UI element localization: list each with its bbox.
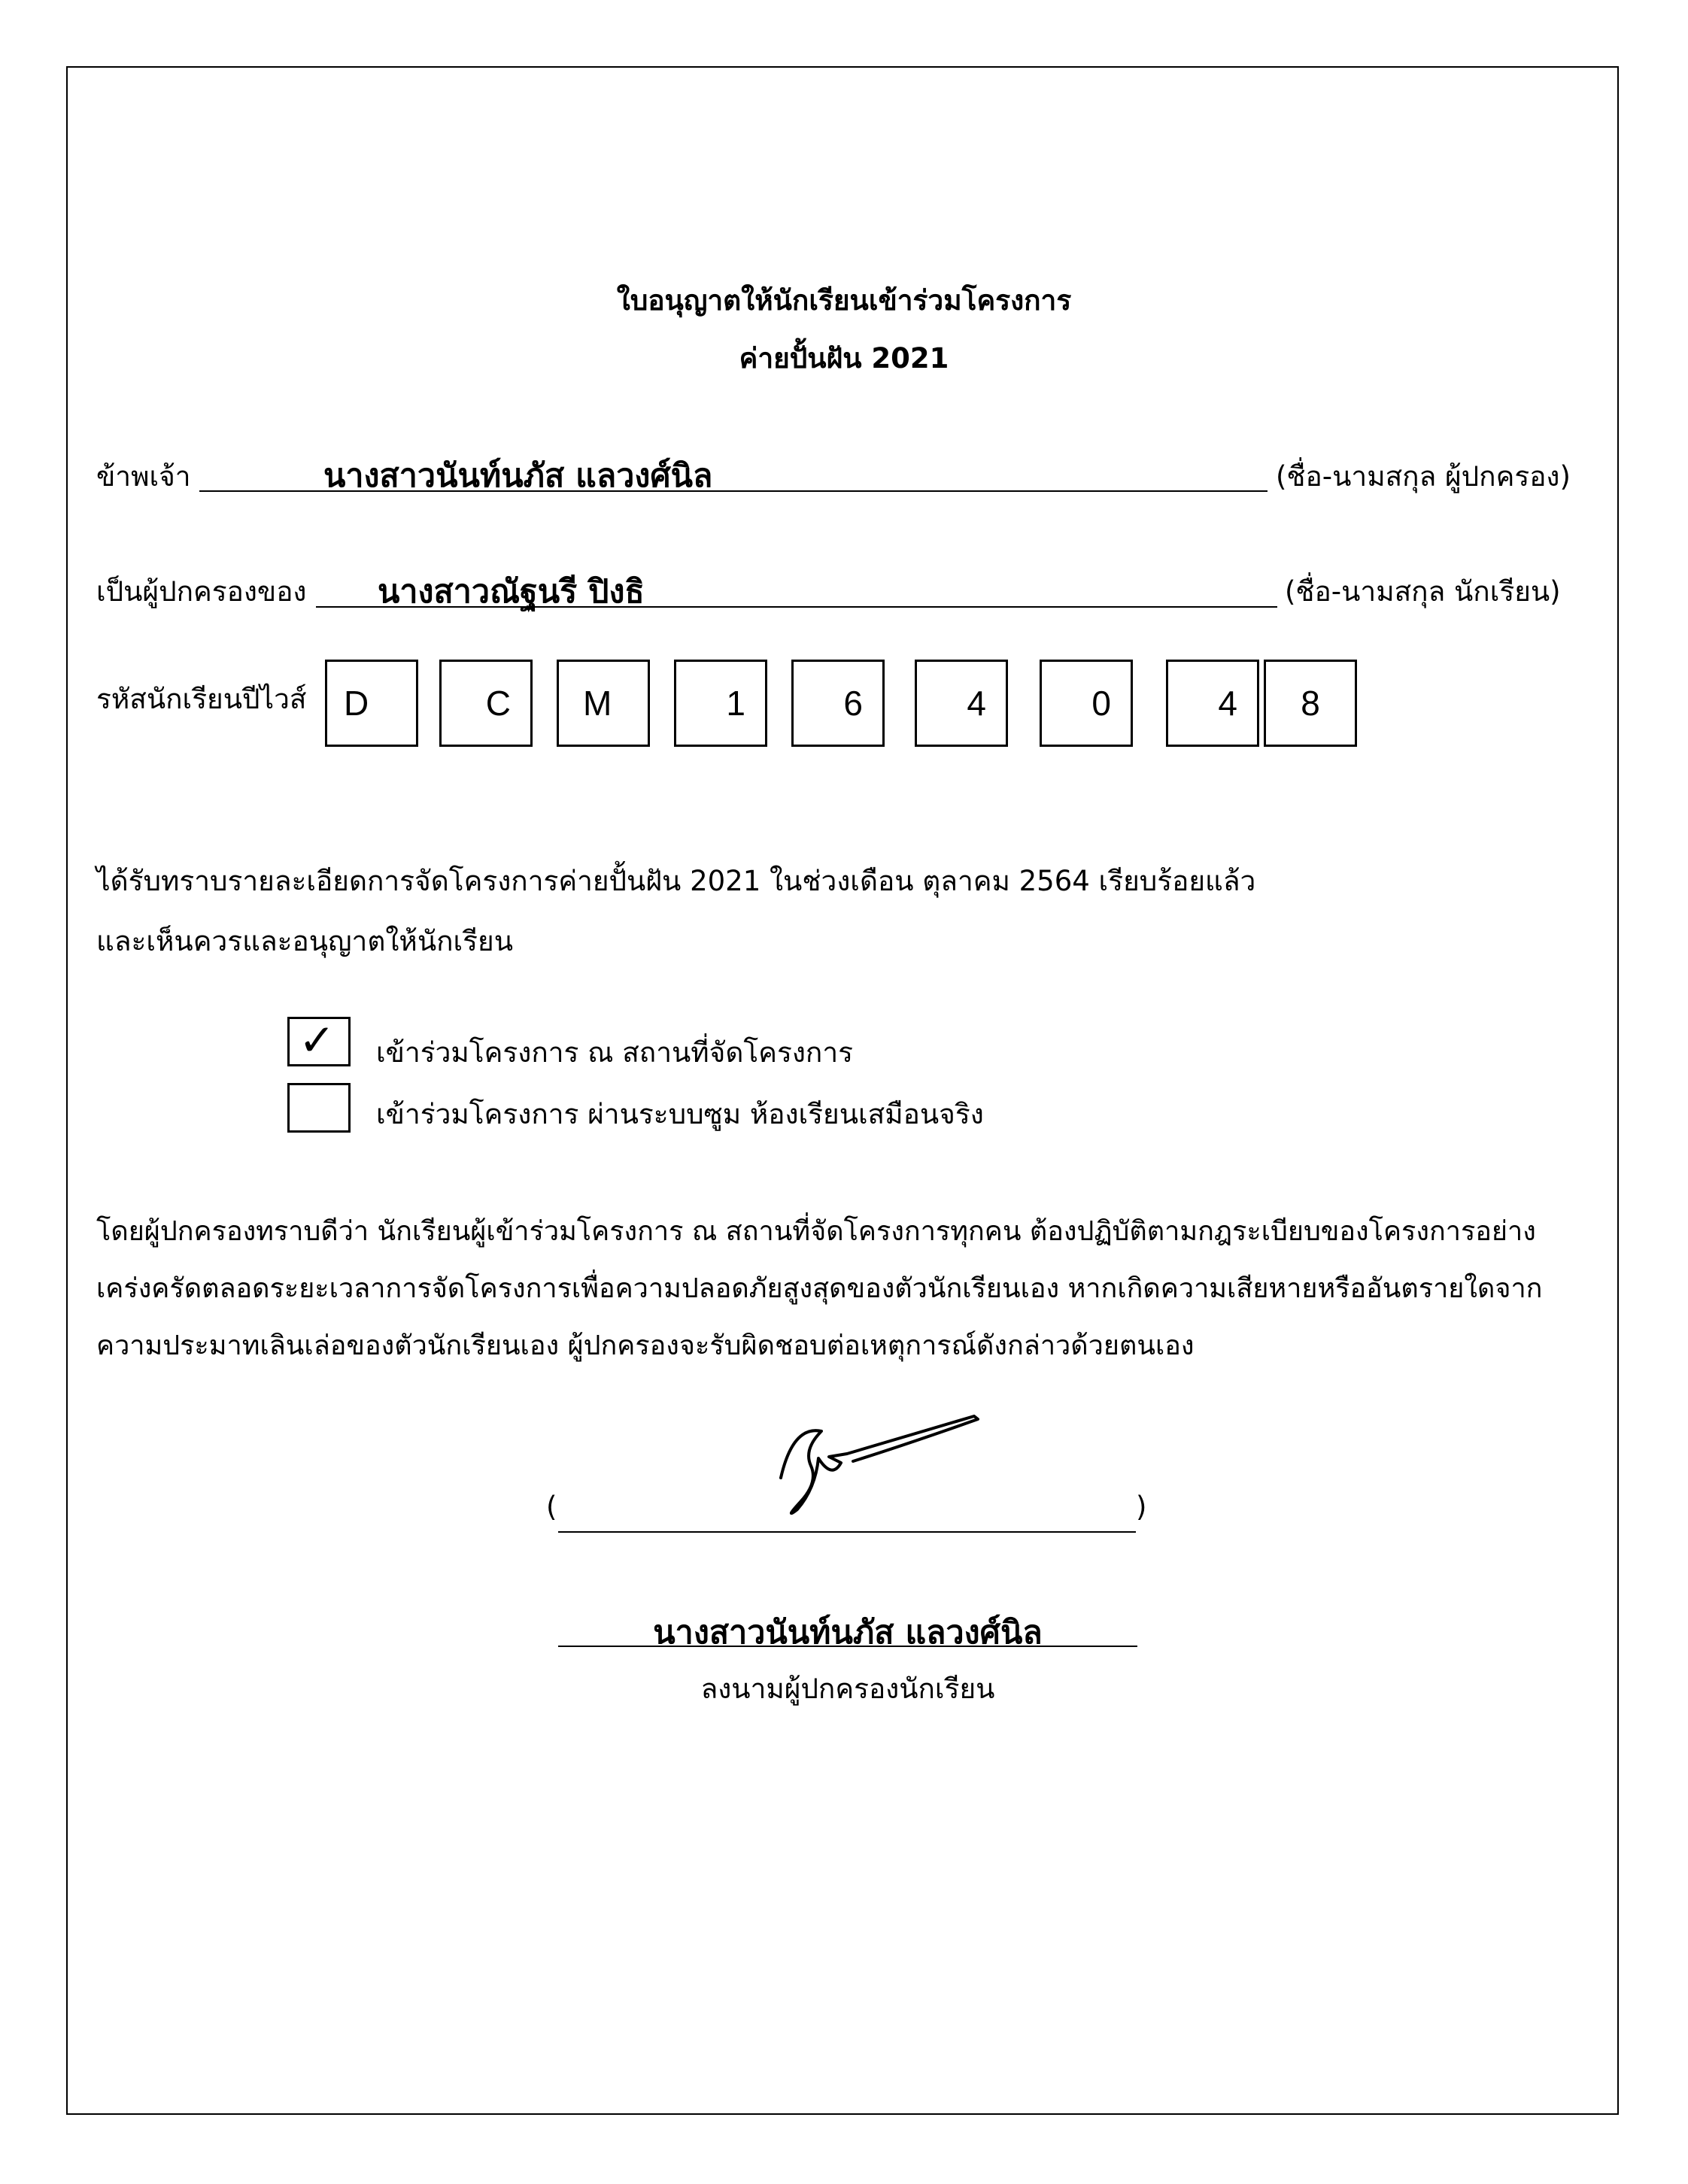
student-id-label: รหัสนักเรียนปีไวส์: [96, 683, 307, 715]
student-label: เป็นผู้ปกครองของ: [96, 575, 307, 608]
student-name-value: นางสาวณัฐนรี ปิงธิ: [378, 573, 645, 611]
info-line-1: ได้รับทราบรายละเอียดการจัดโครงการค่ายปั้นฝัน 2021 ในช่วงเดือน ตุลาคม 2564 เรียบร้อยแล้ว: [96, 865, 1256, 897]
terms-line-3: ความประมาทเลินเล่อของตัวนักเรียนเอง ผู้ปกครองจะรับผิดชอบต่อเหตุการณ์ดังกล่าวด้วยตนเอง: [96, 1330, 1195, 1361]
guardian-label: ข้าพเจ้า: [96, 460, 191, 493]
terms-line-2: เคร่งครัดตลอดระยะเวลาการจัดโครงการเพื่อความปลอดภัยสูงสุดของตัวนักเรียนเอง หากเกิดความเสียหายหรืออันตรายใดจาก: [96, 1273, 1543, 1304]
document-title: ใบอนุญาตให้นักเรียนเข้าร่วมโครงการ: [616, 284, 1072, 317]
student-id-box: C: [439, 660, 533, 747]
document-subtitle: ค่ายปั้นฝัน 2021: [739, 342, 949, 375]
student-id-box: 1: [674, 660, 767, 747]
signature-caption: ลงนามผู้ปกครองนักเรียน: [700, 1673, 995, 1705]
student-id-box: 4: [915, 660, 1008, 747]
option-onsite-label: เข้าร่วมโครงการ ณ สถานที่จัดโครงการ: [376, 1036, 853, 1069]
checkmark-icon: ✓: [299, 1015, 335, 1066]
student-id-box: 0: [1040, 660, 1133, 747]
info-line-2: และเห็นควรและอนุญาตให้นักเรียน: [96, 925, 514, 957]
option-online-checkbox[interactable]: [287, 1083, 351, 1133]
guardian-name-value: นางสาวนันท์นภัส แลวงศ์นิล: [323, 457, 713, 495]
option-onsite-checkbox[interactable]: [287, 1017, 351, 1066]
signature-close-paren: ): [1136, 1491, 1147, 1523]
student-id-box: D: [325, 660, 418, 747]
guardian-name-hint: (ชื่อ-นามสกุล ผู้ปกครอง): [1276, 460, 1571, 493]
student-id-box: 8: [1264, 660, 1357, 747]
signature-open-paren: (: [546, 1491, 557, 1523]
student-id-box: 6: [791, 660, 885, 747]
student-id-box: 4: [1166, 660, 1259, 747]
printed-name: นางสาวนันท์นภัส แลวงศ์นิล: [653, 1614, 1043, 1652]
signature-line: [558, 1531, 1136, 1533]
terms-line-1: โดยผู้ปกครองทราบดีว่า นักเรียนผู้เข้าร่วมโครงการ ณ สถานที่จัดโครงการทุกคน ต้องปฏิบัติตามกฎระเบียบของโครงการอย่าง: [96, 1216, 1536, 1247]
student-name-hint: (ชื่อ-นามสกุล นักเรียน): [1285, 575, 1561, 608]
student-id-box: M: [557, 660, 650, 747]
option-online-label: เข้าร่วมโครงการ ผ่านระบบซูม ห้องเรียนเสมือนจริง: [376, 1098, 984, 1130]
handwritten-signature: [775, 1410, 985, 1523]
